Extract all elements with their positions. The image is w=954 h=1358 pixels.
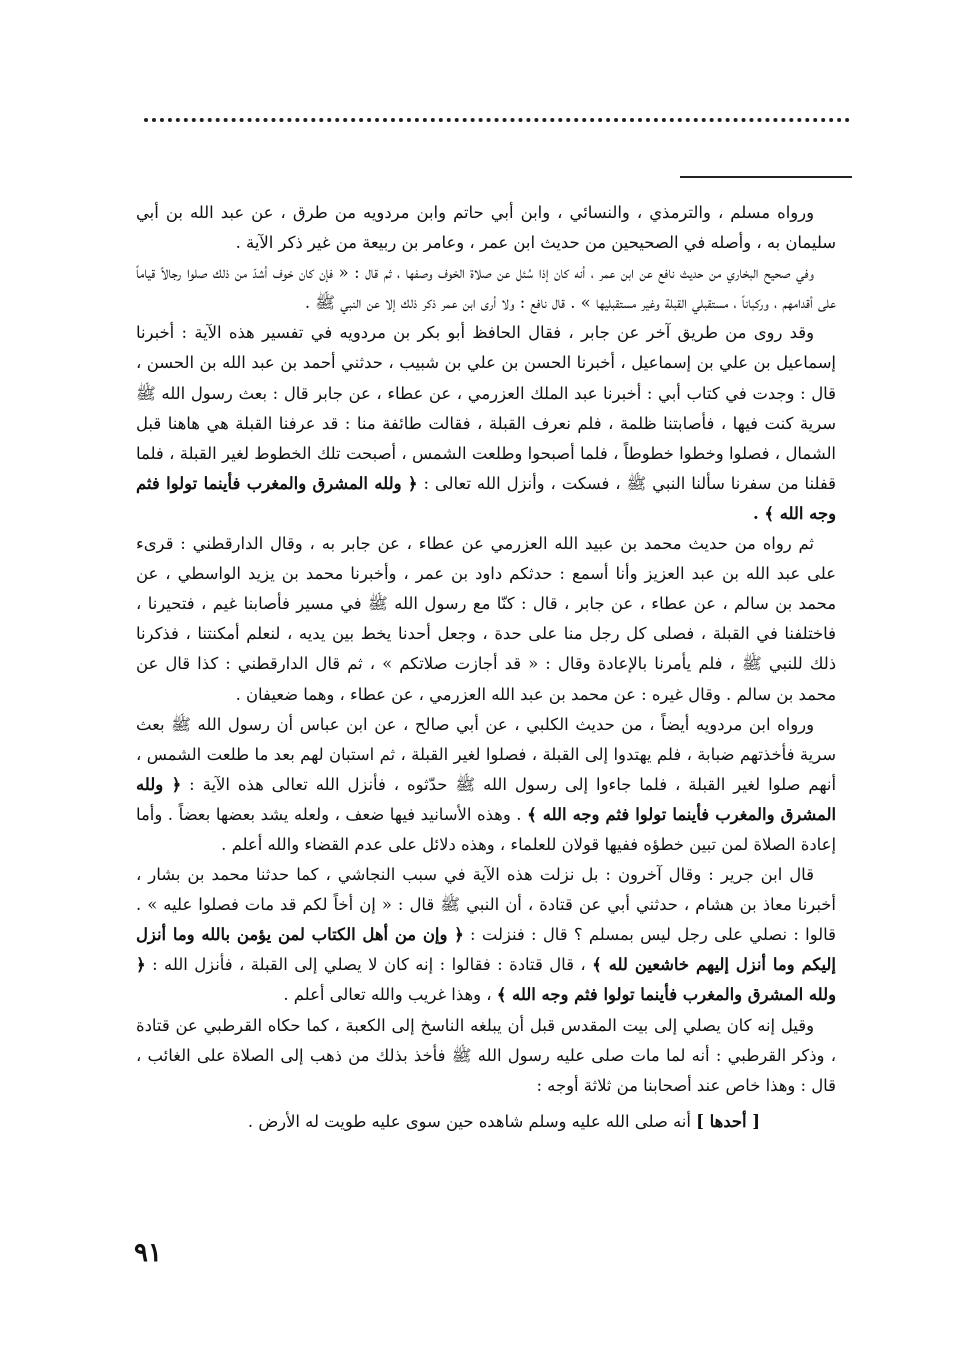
quran-verse: ﴿ ولله المشرق والمغرب فأينما تولوا فثم وجه الله ﴾ . [136,473,836,523]
quran-verse: ﴿ وإن من أهل الكتاب لمن يؤمن بالله وما أنزل إليكم وما أنزل إليهم خاشعين لله ﴾ [136,925,836,975]
paragraph-2: وفي صحيح البخاري من حديث نافع عن ابن عمر ، أنه كان إذا سُئل عن صلاة الخوف وصفها ، ثم قال : « فإن كان خوف أشدّ من ذلك صلوا رجالاً قياماً على أقدامهم ، وركباناً ، مستقبلي القبلة وغير مستقبليها » . قال نافع : ولا أرى ابن عمر ذكر ذلك إلا عن النبي ﷺ . [136,263,836,313]
quran-verse: ﴿ ولله المشرق والمغرب فأينما تولوا فثم وجه الله ﴾ [136,955,836,1005]
quran-verse: ﴿ ولله المشرق والمغرب فأينما تولوا فثم وجه الله ﴾ [136,774,836,824]
paragraph-5: ورواه ابن مردويه أيضاً ، من حديث الكلبي ، عن أبي صالح ، عن ابن عباس أن رسول الله ﷺ بعث سرية فأخذتهم ضبابة ، فلم يهتدوا إلى القبلة ، فصلوا لغير القبلة ، ثم استبان لهم بعد ما طلعت الشمس ، أنهم صلوا لغير القبلة ، فلما جاءوا إلى رسول الله ﷺ حدّثوه ، فأنزل الله تعالى هذه الآية : ﴿ ولله المشرق والمغرب فأينما تولوا فثم وجه الله ﴾ . وهذه الأسانيد فيها ضعف ، ولعله يشد بعضها بعضاً . وأما إعادة الصلاة لمن تبين خطؤه ففيها قولان للعلماء ، وهذه دلائل على عدم القضاء والله أعلم . [136,714,836,854]
page-body [136,198,836,1137]
page-number: ٩١ [134,1238,162,1268]
label-first: [ أحدها ] [696,1111,760,1131]
paragraph-4: ثم رواه من حديث محمد بن عبيد الله العزرمي عن عطاء ، عن جابر به ، وقال الدارقطني : قرىء على عبد الله بن عبد العزيز وأنا أسمع : حدثكم داود بن عمر ، وأخبرنا محمد بن يزيد الواسطي ، عن محمد بن سالم ، عن عطاء ، عن جابر ، قال : كنّا مع رسول الله ﷺ في مسير فأصابنا غيم ، فتحيرنا ، فاختلفنا في القبلة ، فصلى كل رجل منا على حدة ، وجعل أحدنا يخط بين يديه ، لنعلم أمكنتنا ، فذكرنا ذلك للنبي ﷺ ، فلم يأمرنا بالإعادة وقال : « قد أجازت صلاتكم » ، ثم قال الدارقطني : كذا قال عن محمد بن سالم . وقال غيره : عن محمد بن عبد الله العزرمي ، عن عطاء ، وهما ضعيفان . [136,534,836,704]
footnote-rule [680,176,852,178]
dotted-separator [144,118,850,122]
paragraph-1: ورواه مسلم ، والترمذي ، والنسائي ، وابن أبي حاتم وابن مردويه من طرق ، عن عبد الله بن أبي سليمان به ، وأصله في الصحيحين من حديث ابن عمر ، وعامر بن ربيعة من غير ذكر الآية . [136,203,836,253]
paragraph-8: [ أحدها ] أنه صلى الله عليه وسلم شاهده حين سوى عليه طويت له الأرض . [247,1111,760,1131]
paragraph-6: قال ابن جرير : وقال آخرون : بل نزلت هذه الآية في سبب النجاشي ، كما حدثنا محمد بن بشار ، أخبرنا معاذ بن هشام ، حدثني أبي عن قتادة ، أن النبي ﷺ قال : « إن أخاً لكم قد مات فصلوا عليه » . قالوا : نصلي على رجل ليس بمسلم ؟ قال : فنزلت : ﴿ وإن من أهل الكتاب لمن يؤمن بالله وما أنزل إليكم وما أنزل إليهم خاشعين لله ﴾ ، قال قتادة : فقالوا : إنه كان لا يصلي إلى القبلة ، فأنزل الله : ﴿ ولله المشرق والمغرب فأينما تولوا فثم وجه الله ﴾ ، وهذا غريب والله تعالى أعلم . [136,865,836,1005]
paragraph-7: وقيل إنه كان يصلي إلى بيت المقدس قبل أن يبلغه الناسخ إلى الكعبة ، كما حكاه القرطبي عن قتادة ، وذكر القرطبي : أنه لما مات صلى عليه رسول الله ﷺ فأخذ بذلك من ذهب إلى الصلاة على الغائب ، قال : وهذا خاص عند أصحابنا من ثلاثة أوجه : [136,1015,836,1095]
paragraph-3: وقد روى من طريق آخر عن جابر ، فقال الحافظ أبو بكر بن مردويه في تفسير هذه الآية : أخبرنا إسماعيل بن علي بن إسماعيل ، أخبرنا الحسن بن علي بن شبيب ، حدثني أحمد بن عبد الله بن الحسن ، قال : وجدت في كتاب أبي : أخبرنا عبد الملك العزرمي ، عن عطاء ، عن جابر قال : بعث رسول الله ﷺ سرية كنت فيها ، فأصابتنا ظلمة ، فلم نعرف القبلة ، فقالت طائفة منا : قد عرفنا القبلة هي هاهنا قبل الشمال ، فصلوا وخطوا خطوطاً ، فلما أصبحوا وطلعت الشمس ، أصبحت تلك الخطوط لغير القبلة ، فلما قفلنا من سفرنا سألنا النبي ﷺ ، فسكت ، وأنزل الله تعالى : ﴿ ولله المشرق والمغرب فأينما تولوا فثم وجه الله ﴾ . [136,323,837,523]
